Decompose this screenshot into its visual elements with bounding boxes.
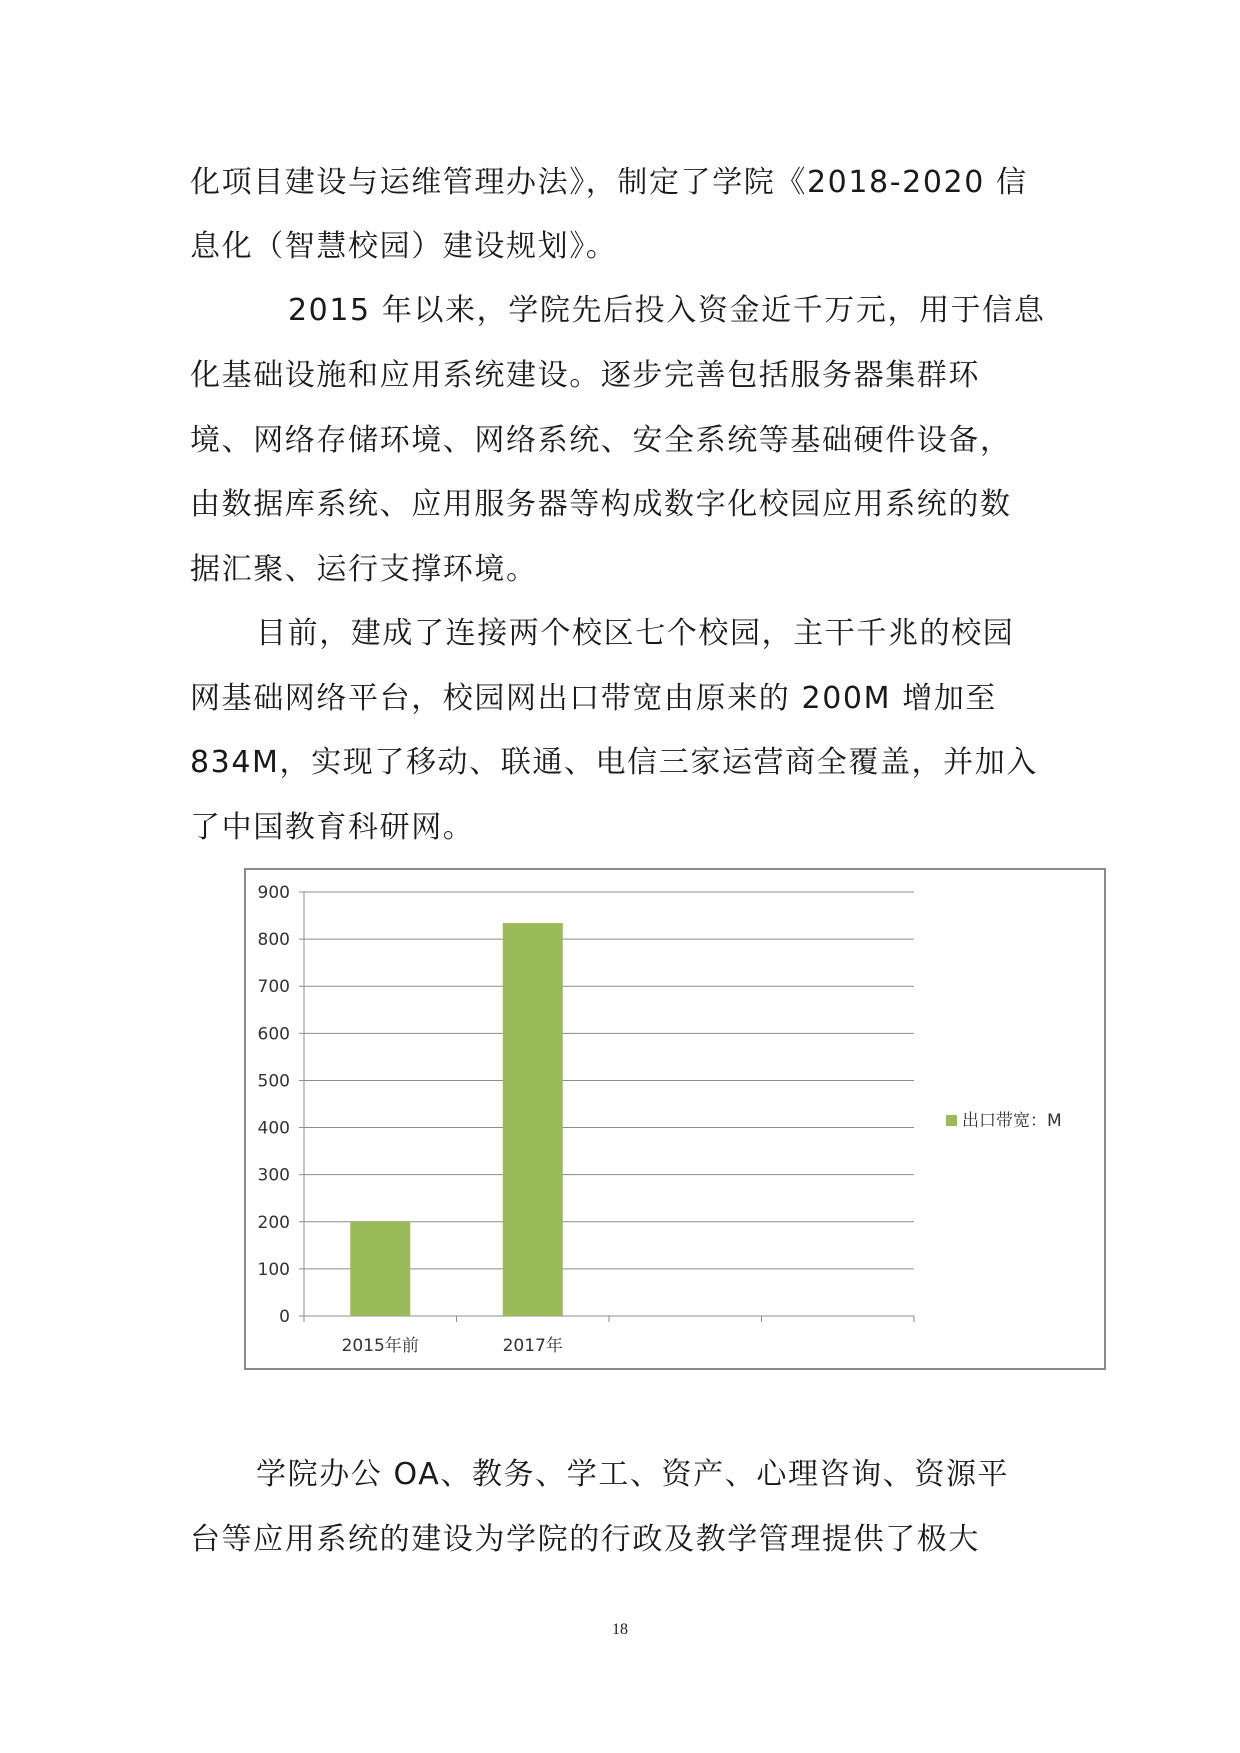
y-tick-label-400: 400 [257,1118,290,1139]
y-tick-label-800: 800 [257,930,290,951]
paragraph-4-line-1: 学院办公 OA、教务、学工、资产、心理咨询、资源平 [256,1457,1010,1492]
paragraph-1-line-1: 化项目建设与运维管理办法》，制定了学院《2018-2020 信 [190,165,1028,200]
x-tick-label-1: 2017年 [502,1336,563,1356]
paragraph-3-line-3: 834M，实现了移动、联通、电信三家运营商全覆盖，并加入 [190,745,1038,780]
bar-1 [503,923,563,1316]
bandwidth-chart [244,868,1106,1370]
y-tick-label-900: 900 [257,883,290,903]
legend-swatch [946,1115,957,1126]
paragraph-3-line-2: 网基础网络平台，校园网出口带宽由原来的 200M 增加至 [190,681,998,716]
paragraph-3-line-4: 了中国教育科研网。 [190,810,475,845]
y-tick-label-500: 500 [257,1071,290,1092]
paragraph-2-line-3: 境、网络存储环境、网络系统、安全系统等基础硬件设备， [190,423,1012,458]
y-tick-label-700: 700 [257,977,290,998]
paragraph-2-line-4: 由数据库系统、应用服务器等构成数字化校园应用系统的数 [190,487,1012,522]
bar-0 [350,1222,410,1316]
y-tick-label-300: 300 [257,1165,290,1186]
x-tick-label-0: 2015年前 [341,1336,419,1356]
paragraph-2-line-5: 据汇聚、运行支撑环境。 [190,552,538,587]
y-tick-label-0: 0 [279,1307,290,1327]
y-tick-label-600: 600 [257,1024,290,1045]
paragraph-1-line-2: 息化（智慧校园）建设规划》。 [190,229,618,264]
paragraph-3-line-1: 目前，建成了连接两个校区七个校园，主干千兆的校园 [256,616,1015,651]
paragraph-4-line-2: 台等应用系统的建设为学院的行政及教学管理提供了极大 [190,1522,980,1557]
y-tick-label-200: 200 [257,1212,290,1233]
page-number: 18 [612,1621,628,1638]
legend-label: 出口带宽：M [962,1111,1062,1131]
y-tick-label-100: 100 [257,1259,290,1280]
bandwidth-chart-svg [246,870,1104,1368]
paragraph-2-line-2: 化基础设施和应用系统建设。逐步完善包括服务器集群环 [190,358,980,393]
paragraph-2-line-1: 2015 年以来，学院先后投入资金近千万元，用于信息 [288,293,1046,328]
